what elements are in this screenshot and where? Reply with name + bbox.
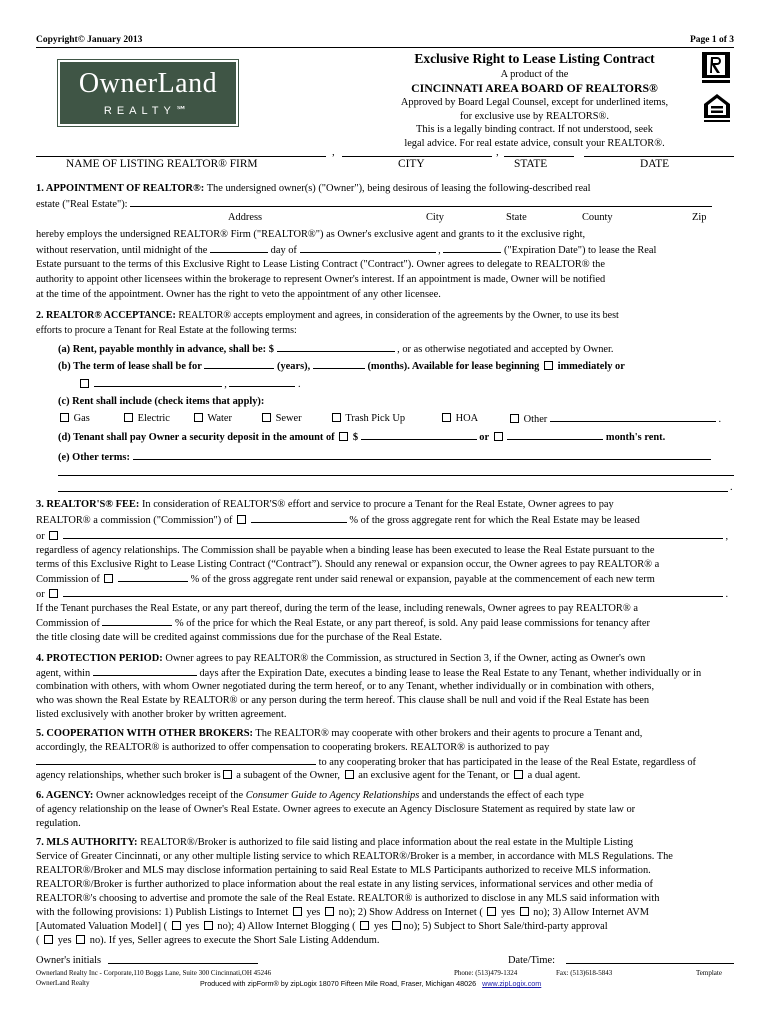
section-7-line-e: REALTOR®'s choosing to advertise and promote the sale of the Real Estate. REALTOR® is authorized to disclose in any MLS said information with xyxy=(36,893,660,904)
rent-row: (a) Rent, payable monthly in advance, shall be: $ , or as otherwise negotiated and accepted by Owner. xyxy=(58,344,614,355)
rent-amount-field[interactable] xyxy=(277,342,395,352)
address-no-checkbox[interactable] xyxy=(520,907,529,916)
section-6-line-b: of agency relationship on the lease of Owner's Real Estate. Owner agrees to execute an Agency Disclosure Statement as required by state law or xyxy=(36,804,636,815)
realty-footer: OwnerLand Realty xyxy=(36,979,90,987)
blogging-no-checkbox[interactable] xyxy=(392,921,401,930)
logo-subtitle: REALTY℠ xyxy=(103,105,193,117)
section-5-line-d: agency relationships, whether such broker is a subagent of the Owner, an exclusive agent for the Tenant, or a dual agent. xyxy=(36,770,581,781)
city-label: CITY xyxy=(398,158,425,170)
section-3-line-g: or . xyxy=(36,589,729,600)
section-4-line-a: 4. PROTECTION PERIOD: Owner agrees to pay REALTOR® the Commission, as structured in Section 3, if the Owner, acting as Owner's own xyxy=(36,653,646,664)
equal-housing-icon xyxy=(702,92,732,124)
dual-agent-checkbox[interactable] xyxy=(514,770,523,779)
logo-wordmark: OwnerLand xyxy=(78,68,218,99)
term-months-field[interactable] xyxy=(313,359,365,369)
deposit-amount-field[interactable] xyxy=(361,430,477,440)
section-4-line-c: combination with others, with whom Owner negotiated during the term hereof, or to any Tenant, whether individually or in combination with others, xyxy=(36,681,655,692)
section-7-heading: 7. MLS AUTHORITY: xyxy=(36,837,138,848)
owner-initials-field[interactable] xyxy=(108,954,258,964)
deposit-months-checkbox[interactable] xyxy=(494,432,503,441)
section-7-line-b: Service of Greater Cincinnati, or any other multiple listing service to which REALTOR®/Broker is a member, in accordance with MLS Regulations. The xyxy=(36,851,673,862)
publish-no-checkbox[interactable] xyxy=(325,907,334,916)
real-estate-address-line[interactable] xyxy=(130,197,712,207)
section-1-line-g: at the time of the appointment. Owner has the right to veto the appointment of any other licensee. xyxy=(36,289,441,300)
section-5-heading: 5. COOPERATION WITH OTHER BROKERS: xyxy=(36,728,253,739)
listing-header-fields: , , NAME OF LISTING REALTOR® FIRM CITY STATE DATE xyxy=(36,148,734,174)
produced-with-footer: Produced with zipForm® by zipLogix 18070 Fifteen Mile Road, Fraser, Michigan 48026 www.zipLogix.com xyxy=(200,979,542,988)
protection-days-field[interactable] xyxy=(93,666,197,676)
subagent-checkbox[interactable] xyxy=(223,770,232,779)
section-7-line-h: ( yes no). If yes, Seller agrees to execute the Short Sale Listing Addendum. xyxy=(36,935,380,946)
deposit-amount-checkbox[interactable] xyxy=(339,432,348,441)
ziplogix-link[interactable]: www.zipLogix.com xyxy=(482,979,542,988)
utility-hoa[interactable]: HOA xyxy=(440,412,478,426)
start-date-field[interactable] xyxy=(94,377,222,387)
renewal-percent-field[interactable] xyxy=(118,572,188,582)
start-year-field[interactable] xyxy=(229,377,295,387)
deposit-months-field[interactable] xyxy=(507,430,603,440)
utility-electric[interactable]: Electric xyxy=(122,412,170,426)
section-7-line-c: REALTOR®/Broker and MLS may disclose information pertaining to said Real Estate to MLS Participants authorized to receive MLS information. xyxy=(36,865,651,876)
renewal-percent-checkbox[interactable] xyxy=(104,574,113,583)
section-2-line-a: 2. REALTOR® ACCEPTANCE: REALTOR® accepts employment and agrees, in consideration of the agreements by the Owner, to use its best xyxy=(36,310,619,321)
section-3-line-a: 3. REALTOR'S® FEE: In consideration of REALTOR'S® effort and service to procure a Tenant for the Real Estate, Owner agrees to pay xyxy=(36,499,614,510)
section-4-heading: 4. PROTECTION PERIOD: xyxy=(36,653,163,664)
expiration-day-field[interactable] xyxy=(210,243,268,253)
section-3-line-d: regardless of agency relationships. The Commission shall be payable when a binding lease has been executed to lease the Real Estate pursuant to the xyxy=(36,545,655,556)
utility-trash[interactable]: Trash Pick Up xyxy=(330,412,405,426)
address-yes-checkbox[interactable] xyxy=(487,907,496,916)
owner-initials-label: Owner's initials xyxy=(36,955,102,966)
legal-advice-text: legal advice. For real estate advice, consult your REALTOR®. xyxy=(404,137,665,149)
avm-no-checkbox[interactable] xyxy=(204,921,213,930)
short-sale-yes-checkbox[interactable] xyxy=(44,935,53,944)
state-label: STATE xyxy=(514,158,548,170)
section-2-heading: 2. REALTOR® ACCEPTANCE: xyxy=(36,310,176,321)
utility-gas[interactable]: Gas xyxy=(58,412,90,426)
term-row: (b) The term of lease shall be for (years), (months). Available for lease beginning immediately or xyxy=(58,361,625,372)
section-3-line-b: REALTOR® a commission ("Commission") of % of the gross aggregate rent for which the Real Estate may be leased xyxy=(36,515,640,526)
section-3-heading: 3. REALTOR'S® FEE: xyxy=(36,499,140,510)
exclusive-use-text: for exclusive use by REALTORS®. xyxy=(459,110,610,122)
utility-other-field[interactable] xyxy=(550,412,716,422)
section-3-line-j: the title closing date will be credited against commissions due for the purchase of the Real Estate. xyxy=(36,632,442,643)
section-3-line-c: or , xyxy=(36,531,729,542)
contract-page: Copyright© January 2013 Page 1 of 3 OwnerLand REALTY℠ Exclusive Right to Lease Listing Contract A product of the CINCINNATI AREA BOARD OF REALTORS® Approved by Board Legal Counsel, except for underlined items, for exclusive use by REALTORS®. This is a legally binding contract. If not understood, seek legal advice. For real estate advice, consult your REALTOR®. , , NAME OF LISTING REALTOR® FIRM CITY STATE DATE 1. APPOINTMENT OF REALTOR®: The undersigned owner(s) ("Owner"), being desirous of leasing the following-described real estate ("Real Estate"): Address City State County Zip hereby employs the undersigned REALTOR® Firm ("REALTOR®") as Owner's exclusive agent and grants to it the exclusive right, without reservation, until midnight of the day of , ("Expiration Date") to lease the Real Estate pursuant to the terms of this Exclusive Right to Lease Listing Contract ("Contract"). Owner agrees to delegate to REALTOR® the authority to appoint other licensees within the brokerage to represent Owner's interest. If an appointment is made, Owner will be notified at the time of the appointment. Owner has the right to veto the appointment of any other licensee. 2. REALTOR® ACCEPTANCE: REALTOR® accepts employment and agrees, in consideration of the agreements by the Owner, to use its best efforts to procure a Tenant for Real Estate at the following terms: (a) Rent, payable monthly in advance, shall be: $ , or as otherwise negotiated and accepted by Owner. (b) The term of lease shall be for (years), (months). Available for lease beginning immediately or , . (c) Rent shall include (check items that apply): Gas Electric Water Sewer Trash Pick Up HOA Other . (d) Tenant shall pay Owner a security deposit in the amount of $ or month's rent. (e) Other terms: . 3. REALTOR'S® FEE: In consideration of REALTOR'S® effort and service to procure a Tenant for the Real Estate, Owner agrees to pay REALTOR® a commission ("Commission") of % of the gross aggregate rent for which the Real Estate may be leased or , regardless of agency relationships. The Commission shall be payable when a binding lease has been executed to lease the Real Estate pursuant to the terms of this Exclusive Right to Lease Listing Contract (“Contract”). Should any renewal or expansion occur, the Owner agrees to pay REALTOR® a Commission of % of the gross aggregate rent under said renewal or expansion, payable at the commencement of each new term or . If the Tenant purchases the Real Estate, or any part thereof, during the term of the lease, including renewals, Owner agrees to pay REALTOR® a Commission of % of the price for which the Real Estate, or any part thereof, is sold. Any paid lease commissions for tenancy after the title closing date will be credited against commissions due for the purchase of the Real Estate. 4. PROTECTION PERIOD: Owner agrees to pay REALTOR® the Commission, as structured in Section 3, if the Owner, acting as Owner's own agent, within days after the Expiration Date, executes a binding lease to lease the Real Estate to any Tenant, whether individually or in combination with others, with whom Owner negotiated during the term hereof, or to any Tenant, whether individually or in combination with others, who was shown the Real Estate by REALTOR® or any person during the term hereof. This clause shall be null and void if the Real Estate has been listed exclusively with another broker by written agreement. 5. COOPERATION WITH OTHER BROKERS: The REALTOR® may cooperate with other brokers and their agents to procure a Tenant and, accordingly, the REALTOR® is authorized to offer compensation to cooperating brokers. REALTOR® is authorized to pay to any cooperating broker that has participated in the lease of the Real Estate, regardless of agency relationships, whether such broker is a subagent of the Owner, an exclusive agent for the Tenant, or a dual agent. 6. AGENCY: Owner acknowledges receipt of the Consumer Guide to Agency Relationships and understands the effect of each type of agency relationship on the lease of Owner's Real Estate. Owner agrees to execute an Agency Disclosure Statement as required by state law or regulation. 7. MLS AUTHORITY: REALTOR®/Broker is authorized to file said listing and place information about the real estate in the Multiple Listing Service of Greater Cincinnati, or any other multiple listing service to which REALTOR®/Broker is a member, in accordance with MLS Regulations. The REALTOR®/Broker and MLS may disclose information pertaining to said Real Estate to MLS Participants authorized to receive MLS information. REALTOR®/Broker is further authorized to place information about the real estate in any listing services, informational services and other media of REALTOR®'s choosing to advertise and promote the sale of the Real Estate. REALTOR® is authorized to disclose in any MLS said information with with the following provisions: 1) Publish Listings to Internet yes no); 2) Show Address on Internet ( yes no); 3) Allow Internet AVM [Automated Valuation Model] ( yes no); 4) Allow Internet Blogging ( yes no); 5) Subject to Short Sale/third-party approval ( yes no). If yes, Seller agrees to execute the Short Sale Listing Addendum. Owner's initials Date/Time: Ownerland Realty Inc - Corporate,110 Boggs Lane, Suite 300 Cincinnati,OH 45246 Phone: (513)479-1324 Fax: (513)618-5843 Template OwnerLand Realty Produced with zipForm® by zipLogix 18070 Fifteen Mile Road, Fraser, Michigan 48026 www.zipLogix.com xyxy=(36,35,734,988)
top-bar xyxy=(36,34,734,48)
realtor-r-icon xyxy=(700,52,732,84)
tenant-agent-checkbox[interactable] xyxy=(345,770,354,779)
section-5-line-a: 5. COOPERATION WITH OTHER BROKERS: The REALTOR® may cooperate with other brokers and their agents to procure a Tenant and, xyxy=(36,728,643,739)
utility-water[interactable]: Water xyxy=(192,412,232,426)
term-years-field[interactable] xyxy=(204,359,274,369)
section-1-line-e: Estate pursuant to the terms of this Exclusive Right to Lease Listing Contract ("Contract"). Owner agrees to delegate to REALTOR® the xyxy=(36,259,605,270)
approved-text: Approved by Board Legal Counsel, except for underlined items, xyxy=(400,97,669,109)
section-6-heading: 6. AGENCY: xyxy=(36,790,94,801)
datetime-label: Date/Time: xyxy=(508,955,555,966)
commission-percent-checkbox[interactable] xyxy=(237,515,246,524)
other-terms-row: (e) Other terms: xyxy=(58,450,734,465)
utility-sewer[interactable]: Sewer xyxy=(260,412,302,426)
short-sale-no-checkbox[interactable] xyxy=(76,935,85,944)
section-5-line-b: accordingly, the REALTOR® is authorized to offer compensation to cooperating brokers. REALTOR® is authorized to pay xyxy=(36,742,550,753)
section-1-line-f: authority to appoint other licensees within the brokerage to represent Owner's interest. If an appointment is made, Owner will be notified xyxy=(36,274,606,285)
renewal-other-field[interactable] xyxy=(63,587,723,597)
section-4-line-e: listed exclusively with another broker by written agreement. xyxy=(36,709,287,720)
document-title: Exclusive Right to Lease Listing Contract xyxy=(414,51,655,66)
section-6-line-a: 6. AGENCY: Owner acknowledges receipt of the Consumer Guide to Agency Relationships and understands the effect of each type xyxy=(36,790,584,801)
product-of-text: A product of the xyxy=(500,68,569,80)
blogging-yes-checkbox[interactable] xyxy=(360,921,369,930)
expiration-year-field[interactable] xyxy=(443,243,501,253)
section-7-line-a: 7. MLS AUTHORITY: REALTOR®/Broker is authorized to file said listing and place information about the real estate in the Multiple Listing xyxy=(36,837,634,848)
section-2-line-b: efforts to procure a Tenant for Real Estate at the following terms: xyxy=(36,325,297,336)
initials-row xyxy=(36,954,734,968)
commission-percent-field[interactable] xyxy=(251,513,347,523)
section-1-line-a: 1. APPOINTMENT OF REALTOR®: The undersigned owner(s) ("Owner"), being desirous of leasing the following-described real xyxy=(36,183,591,194)
utility-other[interactable]: Other . xyxy=(508,412,721,427)
other-terms-line-2[interactable] xyxy=(58,464,734,476)
date-label: DATE xyxy=(640,158,670,170)
firm-name-label: NAME OF LISTING REALTOR® FIRM xyxy=(66,158,258,170)
section-7-line-f: with the following provisions: 1) Publish Listings to Internet yes no); 2) Show Address on Internet ( yes no); 3) Allow Internet AVM xyxy=(36,907,649,918)
purchase-percent-field[interactable] xyxy=(102,616,172,626)
page-number: Page 1 of 3 xyxy=(689,35,734,45)
section-7-line-d: REALTOR®/Broker is further authorized to place information about the real estate in any listing services, informational services and other media of xyxy=(36,879,654,890)
board-name: CINCINNATI AREA BOARD OF REALTORS® xyxy=(411,81,658,96)
section-3-line-f: Commission of % of the gross aggregate rent under said renewal or expansion, payable at the commencement of each new term xyxy=(36,574,655,585)
address-labels: Address City State County Zip xyxy=(228,212,707,223)
section-3-line-i: Commission of % of the price for which the Real Estate, or any part thereof, is sold. Any paid lease commissions for tenancy after xyxy=(36,618,650,629)
section-5-line-c: to any cooperating broker that has participated in the lease of the Real Estate, regardless of xyxy=(36,755,734,770)
binding-text: This is a legally binding contract. If not understood, seek xyxy=(416,124,653,136)
deposit-row: (d) Tenant shall pay Owner a security deposit in the amount of $ or month's rent. xyxy=(58,432,666,443)
immediately-checkbox[interactable] xyxy=(544,361,553,370)
ownerland-logo xyxy=(58,60,238,126)
title-block xyxy=(372,50,697,150)
utilities-row xyxy=(58,412,734,426)
datetime-field[interactable] xyxy=(566,954,734,964)
section-3-line-h: If the Tenant purchases the Real Estate, or any part thereof, during the term of the lease, including renewals, Owner agrees to pay REALTOR® a xyxy=(36,603,638,614)
renewal-other-checkbox[interactable] xyxy=(49,589,58,598)
commission-other-checkbox[interactable] xyxy=(49,531,58,540)
other-terms-line-1[interactable] xyxy=(133,450,711,460)
section-4-line-b: agent, within days after the Expiration Date, executes a binding lease to lease the Real Estate to any Tenant, whether individually or in xyxy=(36,668,702,679)
utilities-heading: (c) Rent shall include (check items that apply): xyxy=(58,396,265,407)
start-date-row: , . xyxy=(58,377,734,392)
section-1-heading: 1. APPOINTMENT OF REALTOR®: xyxy=(36,183,205,194)
start-date-checkbox[interactable] xyxy=(80,379,89,388)
other-terms-line-3[interactable] xyxy=(58,480,728,492)
avm-yes-checkbox[interactable] xyxy=(172,921,181,930)
copyright-text: Copyright© January 2013 xyxy=(36,35,143,45)
section-1-line-b: estate ("Real Estate"): xyxy=(36,197,734,212)
section-6-line-c: regulation. xyxy=(36,818,81,829)
company-footer: Ownerland Realty Inc - Corporate,110 Boggs Lane, Suite 300 Cincinnati,OH 45246 Phone: (513)479-1324 Fax: (513)618-5843 Template xyxy=(36,969,722,977)
commission-other-field[interactable] xyxy=(63,529,723,539)
cooperation-compensation-field[interactable] xyxy=(36,755,316,765)
section-4-line-d: who was shown the Real Estate by REALTOR® or any person during the term hereof. This clause shall be null and void if the Real Estate has been xyxy=(36,695,650,706)
publish-yes-checkbox[interactable] xyxy=(293,907,302,916)
section-3-line-e: terms of this Exclusive Right to Lease Listing Contract (“Contract”). Should any renewal or expansion occur, the Owner agrees to pay REALTOR® a xyxy=(36,559,660,570)
section-7-line-g: [Automated Valuation Model] ( yes no); 4) Allow Internet Blogging ( yes no); 5) Subject to Short Sale/third-party approval xyxy=(36,921,608,932)
section-1-line-c: hereby employs the undersigned REALTOR® Firm ("REALTOR®") as Owner's exclusive agent and grants to it the exclusive right, xyxy=(36,229,586,240)
expiration-month-field[interactable] xyxy=(300,243,436,253)
section-1-line-d: without reservation, until midnight of the day of , ("Expiration Date") to lease the Real xyxy=(36,245,657,256)
